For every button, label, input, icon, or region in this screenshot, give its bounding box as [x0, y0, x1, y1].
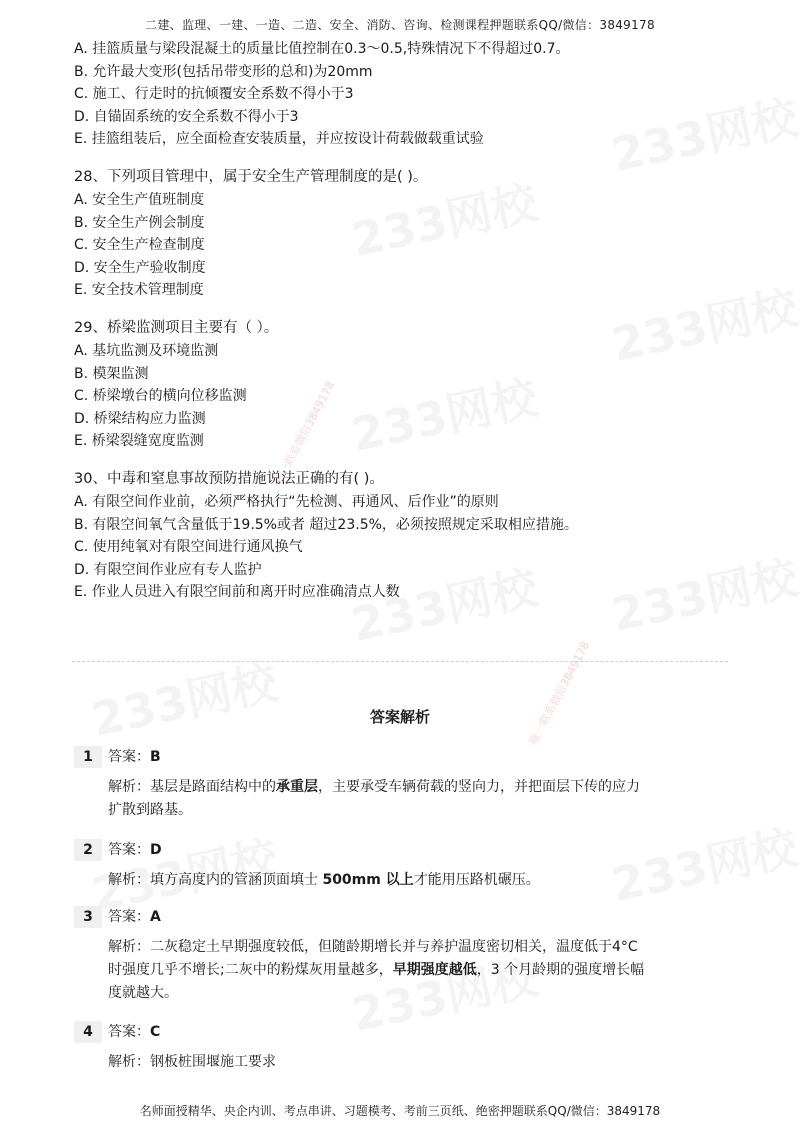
analysis-label: 解析：: [108, 779, 150, 795]
prev-question-options: [74, 38, 754, 151]
analysis-emphasis: 承重层: [276, 779, 318, 795]
analysis-segment: ，主要承受车辆荷载的竖向力，并把面层下传的应力: [318, 779, 640, 795]
analysis-label: 解析：: [108, 939, 150, 955]
answer-label-text: 答案：: [108, 749, 150, 765]
answer-item: [74, 1021, 754, 1074]
option-d: D. 自锚固系统的安全系数不得小于3: [74, 108, 299, 125]
analysis-label: 解析：: [108, 872, 150, 888]
analysis-segment: 基层是路面结构中的: [150, 779, 276, 795]
section-divider: [72, 661, 728, 662]
analysis-segment: 度就越大。: [108, 985, 178, 1001]
analysis-emphasis: 500mm 以上: [322, 872, 414, 888]
analysis-segment: 二灰稳定土早期强度较低，但随龄期增长并与养护温度密切相关，温度低于4°C: [150, 939, 638, 955]
analysis-segment: 扩散到路基。: [108, 802, 192, 818]
analysis-line: [108, 936, 728, 959]
answer-number: 3: [74, 906, 102, 928]
question-title: 28、下列项目管理中，属于安全生产管理制度的是( )。: [74, 168, 428, 185]
option-c: C. 施工、行走时的抗倾覆安全系数不得小于3: [74, 86, 354, 103]
answer-letter: D: [150, 842, 162, 858]
analysis-segment: ，3 个月龄期的强度增长幅: [476, 962, 645, 978]
option-b: B. 有限空间氧气含量低于19.5%或者 超过23.5%，必须按照规定采取相应措施。: [74, 516, 578, 533]
analysis-line: [108, 799, 728, 822]
question-30: [74, 468, 754, 604]
option-e: E. 安全技术管理制度: [74, 282, 204, 299]
option-a: A. 安全生产值班制度: [74, 191, 205, 208]
answer-label-text: 答案：: [108, 842, 150, 858]
option-e: E. 桥梁裂缝宽度监测: [74, 433, 204, 450]
answer-number: 2: [74, 839, 102, 861]
option-c: C. 桥梁墩台的横向位移监测: [74, 388, 247, 405]
answer-label: [108, 746, 161, 768]
analysis-label: 解析：: [108, 1054, 150, 1070]
analysis-text: [108, 869, 728, 892]
answer-label-text: 答案：: [108, 909, 150, 925]
option-c: C. 安全生产检查制度: [74, 237, 205, 254]
watermark-vertical-text: 唯一联系微信3849178: [526, 639, 593, 748]
analysis-segment: 钢板桩围堰施工要求: [150, 1054, 276, 1070]
analysis-segment: 填方高度内的管涵顶面填士: [150, 872, 323, 888]
option-e: E. 作业人员进入有限空间前和离开时应准确清点人数: [74, 584, 400, 601]
answer-letter: A: [150, 909, 161, 925]
answer-label: [108, 839, 162, 861]
option-a: A. 有限空间作业前，必须严格执行“先检测、再通风、后作业”的原则: [74, 493, 499, 510]
analysis-segment: 时强度几乎不增长;二灰中的粉煤灰用量越多，: [108, 962, 393, 978]
page-header: 二建、监理、一建、一造、二造、安全、消防、咨询、检测课程押题联系QQ/微信：3849178: [145, 18, 655, 32]
option-e: E. 挂篮组装后，应全面检查安装质量，并应按设计荷载做载重试验: [74, 131, 484, 148]
analysis-line: [108, 776, 728, 799]
answer-number: 4: [74, 1021, 102, 1043]
answers-section-title: 答案解析: [369, 708, 430, 726]
option-a: A. 基坑监测及环境监测: [74, 342, 219, 359]
answer-label: [108, 1021, 160, 1043]
option-d: D. 有限空间作业应有专人监护: [74, 561, 262, 578]
analysis-line: [108, 869, 728, 892]
analysis-text: [108, 1051, 728, 1074]
analysis-line: [108, 1051, 728, 1074]
answer-item: [74, 906, 754, 1005]
option-b: B. 允许最大变形(包括吊带变形的总和)为20mm: [74, 63, 373, 80]
question-28: [74, 166, 754, 302]
analysis-line: [108, 982, 728, 1005]
option-d: D. 安全生产验收制度: [74, 259, 206, 276]
question-29: [74, 317, 754, 453]
answer-item: [74, 746, 754, 822]
answer-item: [74, 839, 754, 892]
analysis-text: [108, 936, 728, 1005]
watermark-vertical-text: 唯一联系微信3849178: [271, 379, 338, 488]
analysis-line: [108, 959, 728, 982]
analysis-text: [108, 776, 728, 822]
option-d: D. 桥梁结构应力监测: [74, 410, 206, 427]
answer-label: [108, 906, 161, 928]
analysis-emphasis: 早期强度越低: [392, 962, 477, 978]
answer-letter: C: [150, 1024, 161, 1040]
option-b: B. 模架监测: [74, 365, 149, 382]
answer-label-text: 答案：: [108, 1024, 150, 1040]
analysis-segment: 才能用压路机碾压。: [413, 872, 540, 888]
question-content: [74, 38, 754, 604]
question-title: 30、中毒和窒息事故预防措施说法正确的有( )。: [74, 470, 384, 487]
answer-letter: B: [150, 749, 161, 765]
option-a: A. 挂篮质量与梁段混凝土的质量比值控制在0.3～0.5,特殊情况下不得超过0.7。: [74, 41, 570, 57]
question-title: 29、桥梁监测项目主要有（ ）。: [74, 319, 279, 336]
option-c: C. 使用纯氧对有限空间进行通风换气: [74, 539, 303, 556]
option-b: B. 安全生产例会制度: [74, 214, 205, 231]
answer-number: 1: [74, 746, 102, 768]
page-footer: 名师面授精华、央企内训、考点串讲、习题模考、考前三页纸、绝密押题联系QQ/微信：3849178: [139, 1104, 661, 1118]
